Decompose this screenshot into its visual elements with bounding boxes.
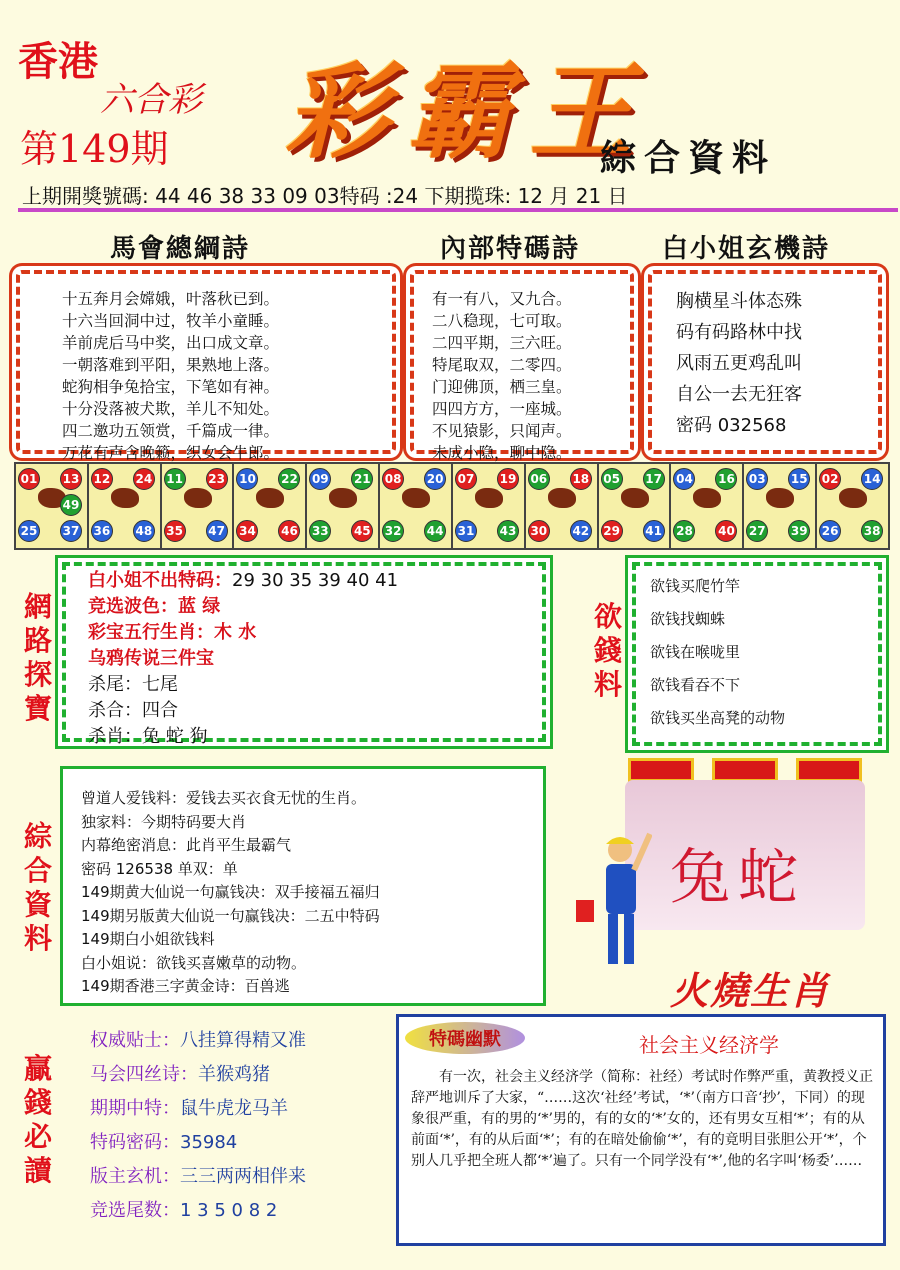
rabbit-icon (256, 488, 284, 508)
net-row-value: 29 30 35 39 40 41 (232, 570, 399, 591)
must-read-row (90, 1194, 306, 1228)
number-ball: 23 (206, 468, 228, 490)
must-read-value: 1 3 5 0 8 2 (180, 1200, 278, 1221)
number-ball: 30 (528, 520, 550, 542)
poem-line: 有一有八，又九合。 (432, 290, 572, 308)
money-box (632, 562, 882, 746)
painting-text: 兔蛇 (670, 843, 806, 913)
poem-line: 十六当回洞中过，牧羊小童睡。 (62, 312, 280, 330)
paint-bucket (576, 900, 594, 922)
painter-leg (624, 914, 634, 964)
painter-leg (608, 914, 618, 964)
net-row-label: 乌鸦传说三件宝 (88, 648, 214, 669)
number-ball: 09 (309, 468, 331, 490)
poem-line: 万花有声含晚籁，织女会牛郎。 (62, 444, 280, 462)
side-char: 路 (23, 624, 52, 657)
must-read-value: 鼠牛虎龙马羊 (180, 1098, 288, 1119)
zodiac-strip (14, 462, 890, 550)
number-ball: 02 (819, 468, 841, 490)
net-row (88, 568, 542, 594)
number-ball: 40 (715, 520, 737, 542)
must-read-row (90, 1092, 306, 1126)
zodiac-cell-tiger (162, 464, 235, 548)
poem-line: 一朝落难到平阳，果熟地上落。 (62, 356, 280, 374)
side-char: 探 (23, 658, 52, 691)
dragon-icon (329, 488, 357, 508)
general-row: 独家料：今期特码要大肖 (81, 812, 247, 831)
number-ball: 01 (18, 468, 40, 490)
number-ball: 22 (278, 468, 300, 490)
number-ball: 29 (601, 520, 623, 542)
side-char: 料 (593, 668, 622, 701)
must-read-row (90, 1126, 306, 1160)
side-char: 贏 (23, 1052, 52, 1085)
easel-top-right (796, 758, 862, 782)
poem-title-3: 白小姐玄機詩 (662, 234, 831, 264)
poem-box-1 (16, 270, 396, 462)
pig-icon (839, 488, 867, 508)
number-ball: 34 (236, 520, 258, 542)
net-row-label: 彩宝五行生肖： (88, 622, 214, 643)
must-read-row (90, 1024, 306, 1058)
poem-title-1: 馬會總綱詩 (110, 234, 251, 264)
number-ball: 26 (819, 520, 841, 542)
number-ball: 33 (309, 520, 331, 542)
net-treasure-side (20, 590, 56, 726)
poem-lines-2 (414, 274, 630, 464)
mark-six-title: 六合彩 (100, 80, 202, 120)
side-char: 寶 (23, 692, 52, 725)
zodiac-cell-monkey (599, 464, 672, 548)
horse-icon (475, 488, 503, 508)
number-ball: 19 (497, 468, 519, 490)
zodiac-cell-pig (817, 464, 888, 548)
last-draw: 上期開獎號碼: 44 46 38 33 09 03特码 :24 下期揽珠: 12 月 21 日 (22, 184, 628, 208)
number-ball: 18 (570, 468, 592, 490)
number-ball: 24 (133, 468, 155, 490)
net-row (88, 672, 542, 698)
number-ball: 43 (497, 520, 519, 542)
number-ball: 45 (351, 520, 373, 542)
side-char: 欲 (593, 600, 622, 633)
must-read-row (90, 1058, 306, 1092)
general-box (60, 766, 546, 1006)
money-rows (636, 566, 878, 735)
number-ball: 08 (382, 468, 404, 490)
money-row: 欲钱找蜘蛛 (650, 610, 726, 628)
logo: 彩霸王 (285, 50, 652, 173)
number-ball: 20 (424, 468, 446, 490)
snake-icon (402, 488, 430, 508)
net-row (88, 724, 542, 750)
zodiac-cell-rabbit (234, 464, 307, 548)
header-divider (18, 208, 898, 212)
net-row-label: 竞选波色： (88, 596, 178, 617)
poem-line: 码有码路林中找 (676, 322, 802, 343)
net-row-label: 白小姐不出特码： (88, 570, 232, 591)
number-ball: 48 (133, 520, 155, 542)
side-char: 資 (23, 888, 52, 921)
must-read-value: 三三两两相伴来 (180, 1166, 306, 1187)
zodiac-cell-ox (89, 464, 162, 548)
money-row: 欲钱买爬竹竿 (650, 577, 741, 595)
general-row: 149期香港三字黄金诗：百兽逃 (81, 977, 290, 995)
must-read-row (90, 1160, 306, 1194)
poem-box-2 (410, 270, 634, 462)
net-row (88, 620, 542, 646)
poem-line: 四四方方，一座城。 (432, 400, 572, 418)
number-ball: 10 (236, 468, 258, 490)
number-ball: 17 (643, 468, 665, 490)
poem-line: 羊前虎后马中奖，出口成文章。 (62, 334, 280, 352)
net-row-value: 木 水 (214, 622, 257, 643)
net-row-value: 四合 (142, 700, 178, 721)
number-ball: 44 (424, 520, 446, 542)
number-ball: 49 (60, 494, 82, 516)
number-ball: 06 (528, 468, 550, 490)
easel-top-mid (712, 758, 778, 782)
easel-top-left (628, 758, 694, 782)
must-read-value: 羊猴鸡猪 (198, 1064, 270, 1085)
poem-line: 蛇狗相争兔拾宝，下笔如有神。 (62, 378, 280, 396)
net-row (88, 594, 542, 620)
general-row: 内幕绝密消息：此肖平生最霸气 (81, 836, 292, 854)
poem-line: 门迎佛顶，栖三皇。 (432, 378, 572, 396)
general-row: 149期黄大仙说一句赢钱决：双手接福五福归 (81, 883, 380, 901)
tiger-icon (184, 488, 212, 508)
net-row-value: 蓝 绿 (178, 596, 221, 617)
number-ball: 39 (788, 520, 810, 542)
general-side (20, 820, 56, 956)
poem-line: 十分没落被犬欺，羊儿不知处。 (62, 400, 280, 418)
general-row: 曾道人爱钱料：爱钱去买衣食无忧的生肖。 (81, 789, 367, 807)
number-ball: 15 (788, 468, 810, 490)
side-char: 合 (23, 854, 52, 887)
painter-arm (634, 834, 650, 870)
net-row (88, 646, 542, 672)
zodiac-cell-horse (453, 464, 526, 548)
number-ball: 31 (455, 520, 477, 542)
net-row (88, 698, 542, 724)
must-read-value: 35984 (180, 1132, 238, 1153)
number-ball: 25 (18, 520, 40, 542)
number-ball: 41 (643, 520, 665, 542)
issue-number: 第149期 (20, 127, 169, 171)
net-row-value: 兔 蛇 狗 (142, 726, 208, 747)
number-ball: 11 (164, 468, 186, 490)
number-ball: 37 (60, 520, 82, 542)
zodiac-cell-dog (744, 464, 817, 548)
net-row-label: 杀尾： (88, 674, 142, 695)
zodiac-cell-rat (16, 464, 89, 548)
number-ball: 12 (91, 468, 113, 490)
goat-icon (548, 488, 576, 508)
poem-box-3 (648, 270, 882, 454)
number-ball: 47 (206, 520, 228, 542)
number-ball: 13 (60, 468, 82, 490)
money-row: 欲钱买坐高凳的动物 (650, 709, 786, 727)
poem-line: 特尾取双，二零四。 (432, 356, 572, 374)
side-char: 錢 (593, 634, 622, 667)
must-read-label: 马会四丝诗： (90, 1064, 198, 1085)
joke-tag: 特碼幽默 (405, 1022, 525, 1054)
number-ball: 35 (164, 520, 186, 542)
poem-title-2: 內部特碼詩 (440, 234, 581, 264)
poem-line: 二四平期，三六旺。 (432, 334, 572, 352)
number-ball: 14 (861, 468, 883, 490)
number-ball: 32 (382, 520, 404, 542)
rooster-icon (693, 488, 721, 508)
zodiac-cell-goat (526, 464, 599, 548)
side-char: 料 (23, 922, 52, 955)
general-rows (63, 769, 543, 999)
zodiac-cell-snake (380, 464, 453, 548)
number-ball: 27 (746, 520, 768, 542)
net-row-label: 杀合： (88, 700, 142, 721)
number-ball: 16 (715, 468, 737, 490)
number-ball: 21 (351, 468, 373, 490)
general-row: 149期另版黄大仙说一句赢钱决：二五中特码 (81, 906, 380, 925)
subtitle: 綜合資料 (600, 137, 777, 179)
must-read-label: 竞选尾数： (90, 1200, 180, 1221)
money-row: 欲钱看吞不下 (650, 676, 741, 694)
joke-body: 有一次，社会主义经济学（简称：社经）考试时作弊严重，黄教授义正辞严地训斥了大家，“……这次‘社经’考试，‘*’（南方口音‘抄’，下同）的现象很严重，有的男的‘*’男的，有的女的‘*’女的，还有男女互相‘*’；有的从前面‘*’，有的从后面‘*’；有的在暗处偷偷‘*’，有的竟明目张胆公开‘*’，个别人几乎把全班人都‘*’遍了。只有一个同学没有‘*’,他的名字叫‘杨委’…… (411, 1069, 873, 1169)
must-read-value: 八挂算得精又准 (180, 1030, 306, 1051)
general-row: 白小姐说：欲钱买喜嫩草的动物。 (81, 953, 307, 972)
net-row-value: 七尾 (142, 674, 178, 695)
must-read-side (20, 1052, 56, 1188)
must-read-label: 权威贴士： (90, 1030, 180, 1051)
poem-line: 风雨五更鸡乱叫 (676, 353, 802, 374)
side-char: 網 (23, 590, 52, 623)
dog-icon (766, 488, 794, 508)
poem-line: 不见猿影，只闻声。 (432, 422, 572, 440)
net-treasure-rows (66, 566, 542, 750)
painter-hat (606, 837, 634, 844)
poem-line: 十五奔月会嫦娥，叶落秋已到。 (62, 290, 280, 308)
number-ball: 03 (746, 468, 768, 490)
number-ball: 07 (455, 468, 477, 490)
net-row-label: 杀肖： (88, 726, 142, 747)
painter-body (606, 864, 636, 914)
net-treasure-box (62, 562, 546, 747)
number-ball: 05 (601, 468, 623, 490)
money-row: 欲钱在喉咙里 (650, 643, 741, 661)
number-ball: 42 (570, 520, 592, 542)
number-ball: 46 (278, 520, 300, 542)
zodiac-cell-dragon (307, 464, 380, 548)
side-char: 綜 (23, 820, 52, 853)
poem-lines-1 (20, 274, 392, 464)
poem-lines-3 (652, 274, 878, 441)
poem-line: 胸横星斗体态殊 (676, 291, 802, 312)
general-row: 密码 126538 单双：单 (81, 859, 238, 878)
side-char: 讀 (23, 1154, 52, 1187)
number-ball: 04 (673, 468, 695, 490)
ox-icon (111, 488, 139, 508)
zodiac-cell-rooster (671, 464, 744, 548)
must-read-label: 期期中特： (90, 1098, 180, 1119)
poem-line: 四二邀功五领赏，千篇成一律。 (62, 422, 280, 440)
joke-title: 社会主义经济学 (639, 1033, 779, 1057)
number-ball: 28 (673, 520, 695, 542)
money-side (590, 600, 626, 702)
painting-caption: 火燒生肖 (670, 968, 831, 1013)
painter-illustration (572, 830, 652, 980)
side-char: 錢 (23, 1086, 52, 1119)
must-read-rows (90, 1024, 306, 1228)
must-read-label: 特码密码： (90, 1132, 180, 1153)
hk-title: 香港 (18, 38, 98, 85)
number-ball: 36 (91, 520, 113, 542)
poem-line: 自公一去无狂客 (676, 384, 802, 405)
poem-line: 二八稳现，七可取。 (432, 312, 572, 330)
poem-line: 未成小隐，聊中隐。 (432, 444, 572, 462)
number-ball: 38 (861, 520, 883, 542)
general-row: 149期白小姐欲钱料 (81, 930, 215, 948)
monkey-icon (621, 488, 649, 508)
poem-line: 密码 032568 (676, 415, 787, 436)
must-read-label: 版主玄机： (90, 1166, 180, 1187)
side-char: 必 (23, 1120, 52, 1153)
